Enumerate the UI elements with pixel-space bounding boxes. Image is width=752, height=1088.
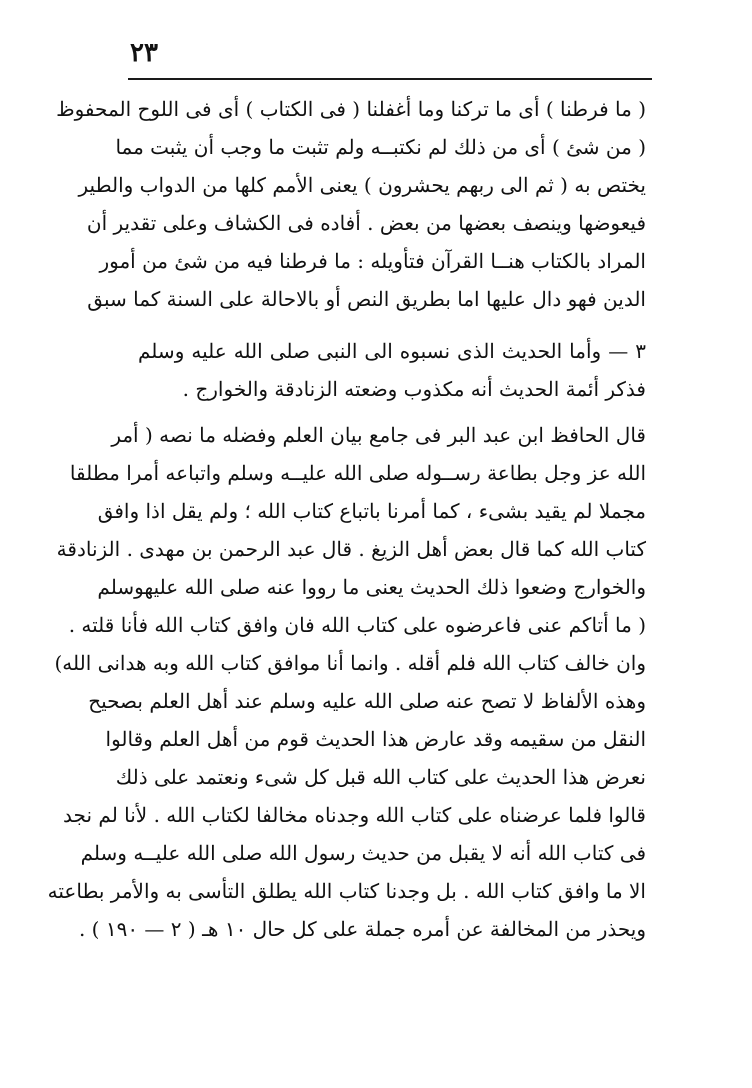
text-line: فى كتاب الله أنه لا يقبل من حديث رسول الله صلى الله عليــه وسلم — [80, 841, 646, 865]
page-number: ٢٣ — [130, 38, 158, 68]
paragraph-1 — [56, 90, 646, 318]
text-line: الا ما وافق كتاب الله . بل وجدنا كتاب الله يطلق التأسى به والأمر بطاعته — [47, 879, 646, 903]
text-line: فذكر أئمة الحديث أنه مكذوب وضعته الزنادقة والخوارج . — [182, 377, 646, 401]
text-line: المراد بالكتاب هنــا القرآن فتأويله : ما فرطنا فيه من شئ من أمور — [99, 249, 646, 273]
text-line: الدين فهو دال عليها اما بطريق النص أو بالاحالة على السنة كما سبق — [87, 287, 646, 311]
header-rule — [128, 78, 652, 80]
text-line: نعرض هذا الحديث على كتاب الله قبل كل شىء ونعتمد على ذلك — [115, 765, 646, 789]
text-line: ( ما أتاكم عنى فاعرضوه على كتاب الله فان وافق كتاب الله فأنا قلته . — [68, 613, 646, 637]
text-line: الله عز وجل بطاعة رســوله صلى الله عليــه وسلم واتباعه أمرا مطلقا — [69, 461, 646, 485]
text-line: وهذه الألفاظ لا تصح عنه صلى الله عليه وسلم عند أهل العلم بصحيح — [88, 689, 646, 713]
text-line: ( من شئ ) أى من ذلك لم نكتبــه ولم تثبت ما وجب أن يثبت مما — [115, 135, 646, 159]
text-line: النقل من سقيمه وقد عارض هذا الحديث قوم من أهل العلم وقالوا — [105, 727, 646, 751]
text-line: والخوارج وضعوا ذلك الحديث يعنى ما رووا عنه صلى الله عليهوسلم — [97, 575, 646, 599]
text-line: مجملا لم يقيد بشىء ، كما أمرنا باتباع كتاب الله ؛ ولم يقل اذا وافق — [97, 499, 646, 523]
paragraph-2 — [138, 332, 646, 408]
text-line: ٣ — وأما الحديث الذى نسبوه الى النبى صلى الله عليه وسلم — [138, 339, 646, 363]
text-line: ( ما فرطنا ) أى ما تركنا وما أغفلنا ( فى الكتاب ) أى فى اللوح المحفوظ — [56, 97, 646, 121]
text-line: ويحذر من المخالفة عن أمره جملة على كل حال ١٠ هـ ( ٢ — ١٩٠ ) . — [78, 917, 646, 941]
paragraph-3 — [47, 416, 646, 948]
text-line: قالوا فلما عرضناه على كتاب الله وجدناه مخالفا لكتاب الله . لأنا لم نجد — [63, 803, 646, 827]
text-line: يختص به ( ثم الى ربهم يحشرون ) يعنى الأمم كلها من الدواب والطير — [78, 173, 646, 197]
text-line: وان خالف كتاب الله فلم أقله . وانما أنا موافق كتاب الله وبه هدانى الله) — [54, 651, 646, 675]
text-line: قال الحافظ ابن عبد البر فى جامع بيان العلم وفضله ما نصه ( أمر — [111, 423, 646, 447]
text-line: كتاب الله كما قال بعض أهل الزيغ . قال عبد الرحمن بن مهدى . الزنادقة — [56, 537, 646, 561]
text-line: فيعوضها وينصف بعضها من بعض . أفاده فى الكشاف وعلى تقدير أن — [86, 211, 646, 235]
